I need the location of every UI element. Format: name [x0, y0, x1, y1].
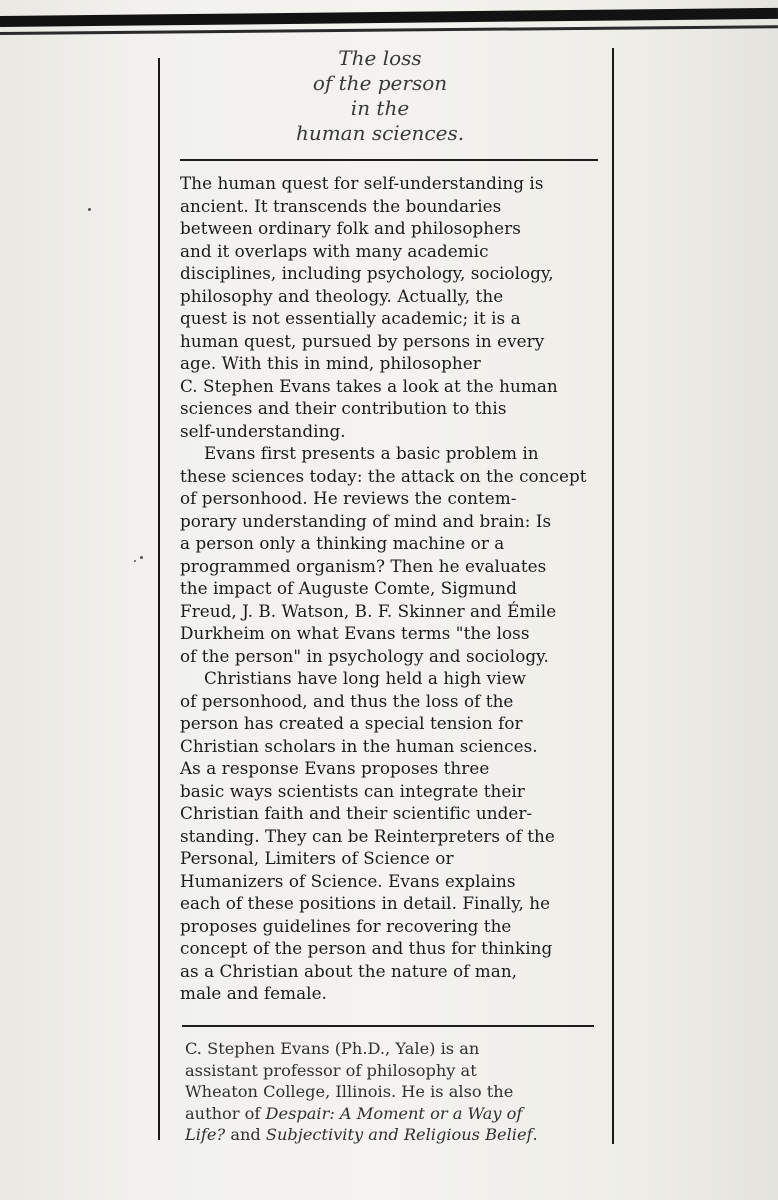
paragraph-3-line: basic ways scientists can integrate their: [180, 780, 525, 801]
top-rule-thin: [0, 25, 778, 35]
paragraph-2-line: these sciences today: the attack on the concept: [180, 465, 587, 486]
paragraph-3-line: as a Christian about the nature of man,: [180, 960, 518, 981]
paragraph-3-line: concept of the person and thus for thinking: [180, 938, 553, 958]
title-line: in the: [350, 96, 410, 120]
title-line: human sciences.: [295, 121, 465, 145]
paragraph-1-line: disciplines, including psychology, sociology,: [180, 263, 554, 283]
paper-speck: [88, 208, 91, 211]
title-line: of the person: [312, 71, 448, 95]
paragraph-2-line: the impact of Auguste Comte, Sigmund: [180, 578, 517, 598]
title-line: The loss: [338, 46, 422, 70]
paragraph-3-line: Christian scholars in the human sciences.: [180, 735, 538, 756]
paragraph-1-line: ancient. It transcends the boundaries: [180, 195, 502, 216]
paragraph-3-line: of personhood, and thus the loss of the: [180, 690, 514, 711]
column-border-right: [612, 48, 614, 1144]
article-title: [220, 46, 540, 146]
paragraph-1-line: and it overlaps with many academic: [180, 240, 489, 261]
paragraph-2-line: of the person" in psychology and sociology.: [180, 645, 549, 666]
paragraph-3-line: Personal, Limiters of Science or: [180, 848, 454, 868]
paragraph-3-line: Humanizers of Science. Evans explains: [180, 870, 516, 891]
book-title-subjectivity: Subjectivity and Religious Belief: [265, 1125, 533, 1144]
paragraph-1-line: C. Stephen Evans takes a look at the human: [180, 375, 558, 396]
paragraph-3-line: each of these positions in detail. Finally, he: [180, 893, 551, 913]
paragraph-3-line: person has created a special tension for: [180, 713, 523, 733]
bio-line: C. Stephen Evans (Ph.D., Yale) is an: [185, 1039, 480, 1058]
column-border-left: [158, 58, 160, 1140]
title-divider-rule: [180, 159, 598, 161]
paragraph-3-line: As a response Evans proposes three: [180, 758, 490, 778]
paragraph-1-line: self-understanding.: [180, 420, 346, 441]
paragraph-2-line: programmed organism? Then he evaluates: [180, 555, 547, 576]
book-title-despair-end: Life?: [185, 1125, 226, 1144]
book-title-despair: Despair: A Moment or a Way of: [265, 1103, 523, 1123]
paragraph-2-line: Durkheim on what Evans terms "the loss: [180, 623, 530, 643]
paragraph-1-line: quest is not essentially academic; it is a: [180, 308, 521, 328]
paragraph-1-line: human quest, pursued by persons in every: [180, 330, 545, 351]
paragraph-2-line: of personhood. He reviews the contem-: [180, 488, 517, 508]
paragraph-2-line: porary understanding of mind and brain: Is: [180, 510, 552, 531]
description-body: [180, 172, 604, 1005]
paragraph-1-line: philosophy and theology. Actually, the: [180, 285, 504, 306]
paragraph-3-line: male and female.: [180, 983, 327, 1003]
paper-speck: [140, 556, 143, 559]
bio-line-text: author of: [185, 1103, 266, 1123]
bio-line: [185, 1124, 605, 1146]
paragraph-3-line: proposes guidelines for recovering the: [180, 915, 512, 936]
bio-line: Wheaton College, Illinois. He is also the: [185, 1082, 514, 1101]
bio-divider-rule: [182, 1025, 594, 1027]
paragraph-3-line: standing. They can be Reinterpreters of the: [180, 825, 555, 846]
paragraph-3-line: Christians have long held a high view: [204, 668, 527, 688]
paragraph-2-line: Evans first presents a basic problem in: [204, 443, 539, 463]
paragraph-2-line: Freud, J. B. Watson, B. F. Skinner and Émile: [180, 600, 557, 621]
bio-line-text: and: [225, 1125, 266, 1144]
paragraph-1-line: between ordinary folk and philosophers: [180, 218, 521, 238]
bio-line: [185, 1103, 605, 1125]
paragraph-2-line: a person only a thinking machine or a: [180, 533, 505, 553]
bio-line: assistant professor of philosophy at: [185, 1060, 477, 1080]
paragraph-1-line: age. With this in mind, philosopher: [180, 353, 481, 373]
paragraph-1-line: sciences and their contribution to this: [180, 398, 507, 418]
paragraph-3-line: Christian faith and their scientific under-: [180, 803, 533, 823]
author-bio: [185, 1038, 605, 1146]
top-rule-thick: [0, 8, 778, 27]
paper-speck: [134, 560, 136, 562]
bio-line-text: .: [532, 1125, 538, 1144]
paragraph-1-line: The human quest for self-understanding is: [180, 173, 544, 193]
